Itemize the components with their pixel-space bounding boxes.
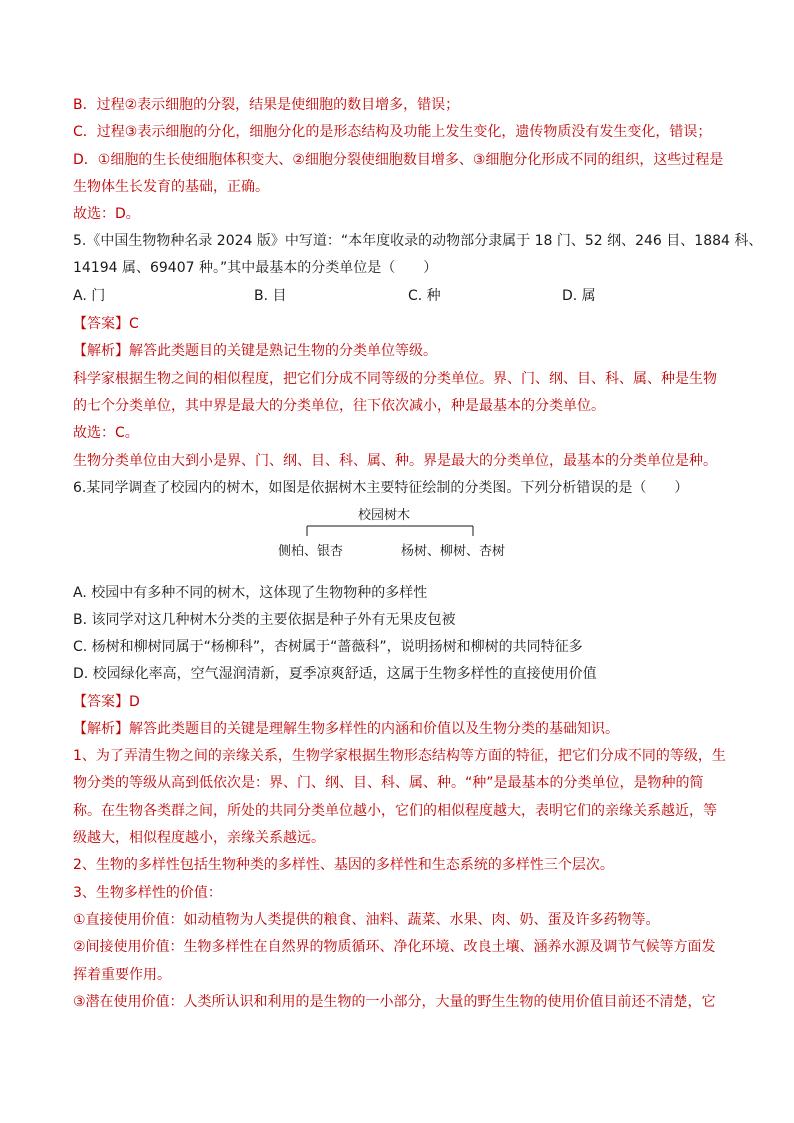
diagram-right-leaf: 杨树、柳树、杏树 (401, 544, 506, 559)
q6-analysis-p1-line4: 级越大，相似程度越小，亲缘关系越远。 (73, 830, 325, 846)
q6-analysis-intro: 解答此类题目的关键是理解生物多样性的内涵和价值以及生物分类的基础知识。 (129, 721, 619, 737)
q6-value-potential: ③潜在使用价值：人类所认识和利用的是生物的一小部分，大量的野生生物的使用价值目前还不清楚，它 (73, 994, 716, 1010)
q5-analysis-line2: 的七个分类单位，其中界是最大的分类单位，往下依次减小，种是最基本的分类单位。 (73, 398, 605, 414)
classification-diagram (270, 500, 530, 560)
q6-value-indirect-line2: 挥着重要作用。 (73, 967, 171, 983)
q6-answer: D (129, 694, 140, 710)
q5-summary: 生物分类单位由大到小是界、门、纲、目、科、属、种。界是最大的分类单位，最基本的分类单位是种。 (73, 453, 717, 469)
diagram-root-label: 校园树木 (358, 508, 411, 523)
q6-analysis-p2: 2、生物的多样性包括生物种类的多样性、基因的多样性和生态系统的多样性三个层次。 (73, 857, 614, 873)
q6-analysis-p1-line1: 1、为了弄清生物之间的亲缘关系，生物学家根据生物形态结构等方面的特征，把它们分成不同的等级，生 (73, 748, 726, 764)
q6-value-indirect-line1: ②间接使用价值：生物多样性在自然界的物质循环、净化环境、改良土壤、涵养水源及调节气候等方面发 (73, 939, 716, 955)
q5-option-d: D. 属 (562, 288, 596, 304)
q6-option-c: C. 杨树和柳树同属于“杨柳科”，杏树属于“蔷薇科”，说明扬树和柳树的共同特征多 (73, 639, 583, 655)
q5-answer-row (73, 314, 139, 334)
analysis-tag: 【解析】 (73, 343, 129, 359)
q5-choice: 故选：C。 (73, 425, 139, 441)
q6-option-b: B. 该同学对这几种树木分类的主要依据是种子外有无果皮包被 (73, 612, 456, 628)
q4-option-b-analysis: B．过程②表示细胞的分裂，结果是使细胞的数目增多，错误； (73, 97, 460, 113)
q6-option-d: D. 校园绿化率高，空气湿润清新，夏季凉爽舒适，这属于生物多样性的直接使用价值 (73, 666, 597, 682)
diagram-left-leaf: 侧柏、银杏 (278, 544, 344, 559)
q5-answer: C (129, 316, 139, 332)
q6-analysis-row (73, 719, 619, 739)
analysis-tag: 【解析】 (73, 721, 129, 737)
q5-option-c: C. 种 (408, 288, 441, 304)
answer-tag: 【答案】 (73, 316, 129, 332)
q5-analysis-line1: 科学家根据生物之间的相似程度，把它们分成不同等级的分类单位。界、门、纲、目、科、属、种是生物 (73, 371, 717, 387)
q6-answer-row (73, 692, 140, 712)
q5-analysis-intro: 解答此类题目的关键是熟记生物的分类单位等级。 (129, 343, 437, 359)
q6-analysis-p1-line2: 物分类的等级从高到低依次是：界、门、纲、目、科、属、种。“种”是最基本的分类单位，是物种的简 (73, 775, 704, 791)
answer-tag: 【答案】 (73, 694, 129, 710)
q5-stem-line2: 14194 属、69407 种。”其中最基本的分类单位是（ ） (73, 260, 438, 276)
q5-option-b: B. 目 (254, 288, 287, 304)
q4-option-d-analysis-line1: D．①细胞的生长使细胞体积变大、②细胞分裂使细胞数目增多、③细胞分化形成不同的组织，这些过程是 (73, 152, 724, 168)
q5-analysis-row (73, 341, 437, 361)
q6-analysis-p3: 3、生物多样性的价值： (73, 885, 222, 901)
q4-option-c-analysis: C．过程③表示细胞的分化，细胞分化的是形态结构及功能上发生变化，遗传物质没有发生变化，错误； (73, 124, 712, 140)
q4-choice: 故选：D。 (73, 206, 140, 222)
q6-stem: 6.某同学调查了校园内的树木，如图是依据树木主要特征绘制的分类图。下列分析错误的是（ ） (73, 480, 689, 496)
q4-option-d-analysis-line2: 生物体生长发育的基础，正确。 (73, 179, 269, 195)
q6-option-a: A. 校园中有多种不同的树木，这体现了生物物种的多样性 (73, 585, 428, 601)
q5-option-a: A. 门 (73, 288, 106, 304)
q5-stem-line1: 5.《中国生物物种名录 2024 版》中写道：“本年度收录的动物部分隶属于 18 门、52 纲、246 目、1884 科、 (73, 233, 763, 249)
q6-value-direct: ①直接使用价值：如动植物为人类提供的粮食、油料、蔬菜、水果、肉、奶、蛋及许多药物等。 (73, 912, 660, 928)
q6-analysis-p1-line3: 称。在生物各类群之间，所处的共同分类单位越小，它们的相似程度越大，表明它们的亲缘关系越近，等 (73, 803, 717, 819)
